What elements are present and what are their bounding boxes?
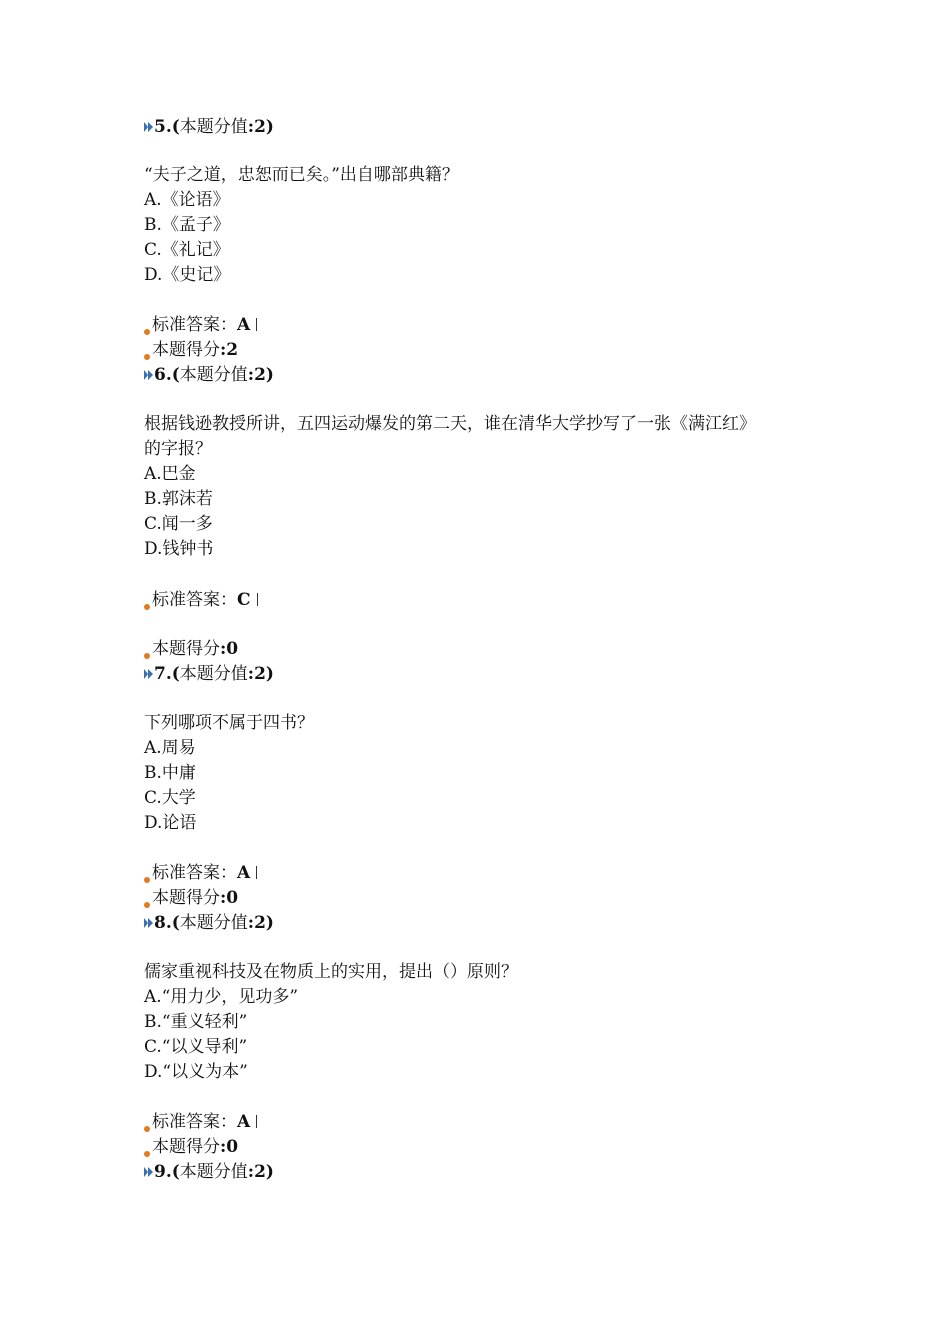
score-open: (	[171, 365, 180, 385]
answer-label: 标准答案：	[152, 315, 237, 335]
question-header	[144, 912, 274, 934]
option-d: D.钱钟书	[144, 539, 214, 559]
score-label: 本题分值	[179, 1162, 248, 1182]
question-stem: “夫子之道，忠恕而已矣。”出自哪部典籍？	[144, 165, 459, 185]
question-number: 9.	[154, 1162, 172, 1182]
option-b: B.“重义轻利”	[144, 1012, 248, 1032]
arrow-bullet-icon	[144, 668, 153, 680]
question-stem: 根据钱逊教授所讲，五四运动爆发的第二天，谁在清华大学抄写了一张《满江红》	[144, 414, 756, 434]
option-d: D.论语	[144, 813, 197, 833]
option-c: C.《礼记》	[144, 240, 230, 260]
score-value: :2)	[247, 913, 274, 933]
option-d: D.《史记》	[144, 265, 231, 285]
dot-bullet-icon	[144, 1126, 150, 1132]
option-d: D.“以义为本”	[144, 1062, 248, 1082]
dot-bullet-icon	[144, 902, 150, 908]
score-got-label: 本题得分	[152, 1137, 220, 1157]
score-got-value: :0	[220, 639, 239, 659]
question-header	[144, 116, 274, 138]
score-value: :2)	[247, 1162, 274, 1182]
answer-value: A	[237, 315, 251, 335]
divider-bar	[256, 866, 257, 879]
option-a: A.“用力少，见功多”	[144, 987, 299, 1007]
question-score	[144, 887, 238, 909]
score-got-label: 本题得分	[152, 888, 220, 908]
dot-bullet-icon	[144, 1151, 150, 1157]
arrow-bullet-icon	[144, 917, 153, 929]
divider-bar	[256, 318, 257, 331]
score-label: 本题分值	[179, 664, 248, 684]
question-score	[144, 638, 238, 660]
dot-bullet-icon	[144, 354, 150, 360]
question-stem: 儒家重视科技及在物质上的实用，提出（）原则？	[144, 962, 518, 982]
score-open: (	[171, 664, 180, 684]
option-c: C.闻一多	[144, 514, 213, 534]
dot-bullet-icon	[144, 653, 150, 659]
question-stem: 下列哪项不属于四书？	[144, 713, 314, 733]
option-a: A.周易	[144, 738, 196, 758]
answer-value: C	[237, 590, 251, 610]
option-b: B.中庸	[144, 763, 196, 783]
score-value: :2)	[247, 664, 274, 684]
option-c: C.“以义导利”	[144, 1037, 248, 1057]
arrow-bullet-icon	[144, 121, 153, 133]
standard-answer	[144, 589, 258, 611]
score-got-label: 本题得分	[152, 340, 220, 360]
score-got-value: :0	[220, 1137, 239, 1157]
question-number: 8.	[154, 913, 172, 933]
standard-answer	[144, 1111, 257, 1133]
option-b: B.郭沫若	[144, 489, 213, 509]
standard-answer	[144, 314, 257, 336]
option-c: C.大学	[144, 788, 196, 808]
question-score	[144, 1136, 238, 1158]
question-header	[144, 1161, 274, 1183]
score-got-label: 本题得分	[152, 639, 220, 659]
score-value: :2)	[247, 365, 274, 385]
score-label: 本题分值	[179, 913, 248, 933]
score-open: (	[171, 1162, 180, 1182]
answer-value: A	[237, 1112, 251, 1132]
dot-bullet-icon	[144, 329, 150, 335]
answer-label: 标准答案：	[152, 1112, 237, 1132]
score-got-value: :2	[220, 340, 239, 360]
question-stem-cont: 的字报？	[144, 439, 212, 459]
arrow-bullet-icon	[144, 369, 153, 381]
question-number: 5.	[154, 117, 172, 137]
answer-label: 标准答案：	[152, 863, 237, 883]
score-value: :2)	[247, 117, 274, 137]
question-header	[144, 663, 274, 685]
score-open: (	[171, 117, 180, 137]
question-score	[144, 339, 238, 361]
score-got-value: :0	[220, 888, 239, 908]
question-header	[144, 364, 274, 386]
divider-bar	[257, 593, 258, 606]
dot-bullet-icon	[144, 877, 150, 883]
dot-bullet-icon	[144, 604, 150, 610]
standard-answer	[144, 862, 257, 884]
question-number: 7.	[154, 664, 172, 684]
arrow-bullet-icon	[144, 1166, 153, 1178]
score-open: (	[171, 913, 180, 933]
option-a: A.《论语》	[144, 190, 230, 210]
answer-label: 标准答案：	[152, 590, 237, 610]
option-a: A.巴金	[144, 464, 196, 484]
divider-bar	[256, 1115, 257, 1128]
answer-value: A	[237, 863, 251, 883]
score-label: 本题分值	[179, 117, 248, 137]
question-number: 6.	[154, 365, 172, 385]
option-b: B.《孟子》	[144, 215, 230, 235]
score-label: 本题分值	[179, 365, 248, 385]
